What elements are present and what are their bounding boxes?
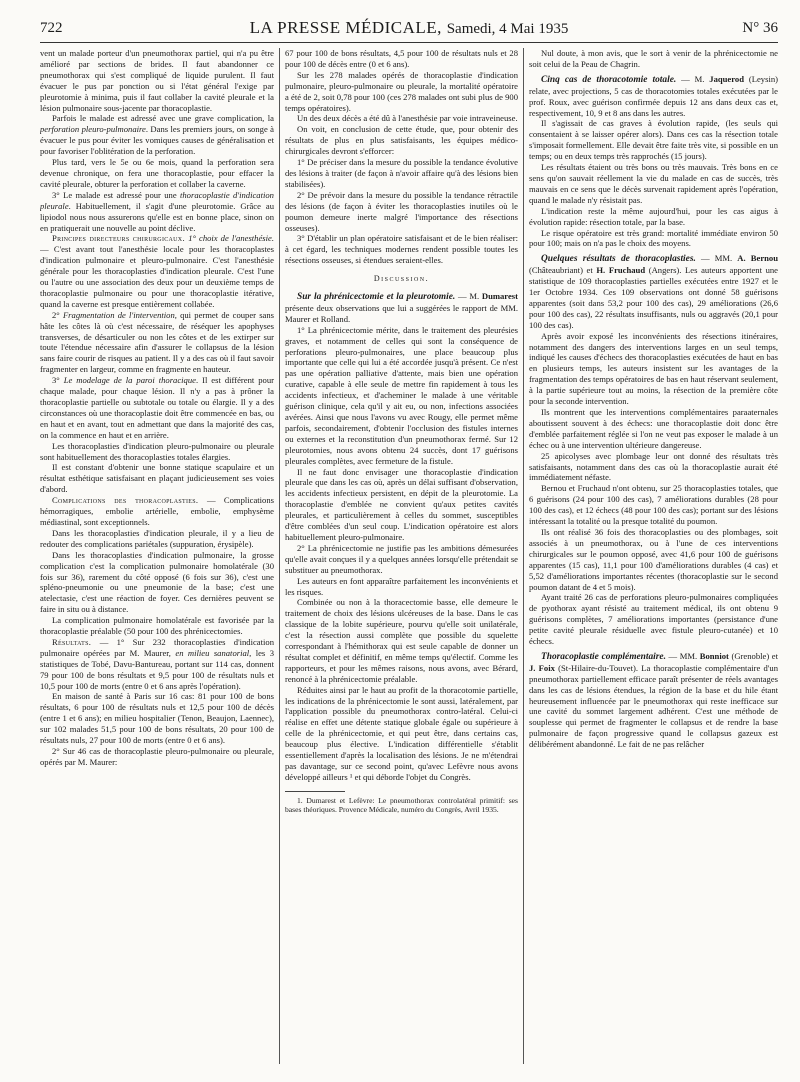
paragraph [285, 291, 518, 325]
paragraph: On voit, en conclusion de cette étude, que, pour obtenir des résultats de plus en plus satisfaisants, les équipes médico-chirurgicales devront s'efforcer: [285, 124, 518, 157]
column-1 [40, 48, 274, 1064]
paragraph [40, 495, 274, 528]
paragraph [40, 637, 274, 692]
section-lead: Principes directeurs chirurgicaux. [52, 233, 189, 244]
paragraph: 25 apicolyses avec plombage leur ont donné des résultats très satisfaisants, notamment dans des cas où la thoracoplastie aurait été immédiatement néfaste. [529, 450, 778, 483]
paragraph: Plus tard, vers le 5e ou 6e mois, quand la perforation sera devenue chronique, on fera une thoracoplastie, pour effacer la cavité pleurale, obturer la perforation et collaber la caverne. [40, 157, 274, 189]
paragraph: L'indication reste la même aujourd'hui, pour les cas aigus à évolution rapide: résection totale, par la base. [529, 205, 778, 227]
paragraph: 67 pour 100 de bons résultats, 4,5 pour 100 de résultats nuls et 28 pour 100 de décès entre (0 et 6 ans). [285, 48, 518, 69]
author-name: Jaquerod [709, 73, 744, 84]
section-lead: Complications des thoracoplasties. [52, 495, 207, 506]
paragraph [529, 74, 778, 119]
section-heading: Discussion. [373, 274, 430, 284]
text: — Complications hémorragiques, embolie artérielle, embolie, emphysème médiastinal, sont exceptionnels. [40, 495, 274, 527]
text: — MM. [695, 253, 738, 264]
paragraph: Ayant traité 26 cas de perforations pleuro-pulmonaires compliquées de pyothorax ayant résisté au traitement médical, ils ont obtenu 9 guérisons complètes, 7 améliorations importantes (persistance d'une petite cavité pleurale résiduelle avec fistule pleuro-cutanée) et 10 échecs. [529, 592, 778, 647]
paragraph: Ils ont réalisé 36 fois des thoracoplasties ou des plombages, soit associés à un pneumothorax, ou à l'une de ces interventions chirurgicales sur le poumon opposé, avec 41,6 pour 100 de guérisons apparentes (15 cas), 11,1 pour 100 d'améliorations durables (4 cas) et 5,52 d'améliorations importantes récentes (thoracoplastie sur le second poumon datant de 4 et 5 mois). [529, 526, 778, 592]
column-divider-2 [523, 48, 524, 1064]
text: — C'est avant tout l'anesthésie locale pour les thoracoplastes d'indication pulmonaire et pleuro-pulmonaire. C'est l'anesthésie générale pour les thoracoplasties d'indication pleurale. C'est l'une ou l'autre ou une association des deux pour un deuxième temps de thoracoplastie pulmonaire ou pour une thoracoplastie itérative, quand la caverne est presque entièrement collabée. [40, 244, 274, 309]
footnote-rule [285, 791, 345, 792]
paragraph: Bernou et Fruchaud n'ont obtenu, sur 25 thoracoplasties totales, que 6 guérisons (24 pour 100 des cas), 7 améliorations durables (28 pour 100 des cas), et 12 échecs (48 pour 100 des cas); portant sur des lésions intéressant la totalité ou la presque totalité du poumon. [529, 483, 778, 527]
column-divider-1 [279, 48, 280, 1064]
paragraph: Le risque opératoire est très grand: mortalité immédiate environ 50 pour 100; mais on n'a pas le choix des moyens. [529, 227, 778, 249]
paragraph: Un des deux décès a été dû à l'anesthésie par voie intraveineuse. [297, 113, 518, 124]
section-lead: Résultats. [52, 636, 100, 647]
text: . Il est différent pour chaque malade, pour chaque lésion. Il n'y a pas à prôner la thoracoplastie partielle ou subtotale ou totale ou élargie. Il y a des circonstances où une thoracoplastie doit être commencée en bas, ou en haut et en avant, tout en admettant que dans la majorité des cas, on la commence en haut et en arrière. [40, 375, 274, 440]
text: (Angers). Les auteurs apportent une statistique de 109 thoracoplasties partielles exécutées entre 1927 et le 1er Octobre 1934. Ces 109 observations ont donné 58 guérisons apparentes (soit dans 53,2 pour 100 des cas), 29 améliorations (26,6 pour 100 des cas), 22 résultats insuffisants, nuls ou aggravés (20,1 pour 100 des cas). [529, 265, 778, 330]
italic-term: en milieu sanatorial [175, 647, 250, 658]
paragraph: vent un malade porteur d'un pneumothorax partiel, qui n'a pu être amélioré par sections de brides. Il faut abandonner ce pneumothorax qui s'est compliqué de liquide purulent. Il faut évacuer le pus par ponction ou si l'état général l'exige par pleurotomie à minima, puis il faut collaber la cavité pleurale et la lésion pulmonaire sous-jacente par thoracoplastie. [40, 48, 274, 113]
text: . Dans les premiers jours, on songe à évacuer le pus pour éviter les vomiques causes de généralisation et pour favoriser l'oblitération de la perforation. [40, 124, 274, 157]
paragraph [529, 253, 778, 330]
paragraph: Réduites ainsi par le haut au profit de la thoracotomie partielle, les indications de la phrénicectomie le sont aussi, latéralement, par l'application possible du pneumothorax contro-latéral. Celui-ci réalise en effet une détente statique globale égale ou supérieure à celle de la phrénicectomie, et qui peut être, dans certains cas, beaucoup plus élective. L'indication différentielle s'établit essentiellement d'après la localisation des lésions. Je ne m'étendrai pas davantage, sur ce second point, qu'avec Lefèvre nous avons développé ailleurs ¹ et qui déborde l'objet du Congrès. [285, 684, 518, 782]
page-header [40, 20, 778, 42]
paragraph [40, 310, 274, 375]
italic-term: perforation pleuro-pulmonaire [40, 124, 146, 135]
paragraph: Il ne faut donc envisager une thoracoplastie d'indication pleurale que dans les cas où, après un délai suffisant d'observation, les accidents infectieux persistent, en dépit de la pleurotomie. La thoracoplastie d'emblée ne convient qu'aux petites cavités pleurales, et particulièrement à celles du sommet, susceptibles d'être comblées d'un seul coup. L'indication opératoire est alors habituellement pleuro-pulmonaire. [285, 466, 518, 542]
paragraph: 2° Sur 46 cas de thoracoplastie pleuro-pulmonaire ou pleurale, opérés par M. Maurer: [40, 746, 274, 767]
paragraph: 2° De prévoir dans la mesure du possible la tendance rétractile des lésions (de façon à éviter les thoracoplasties inutiles où le poumon demeure inerte malgré l'importance des résections osseuses). [285, 189, 518, 233]
text: , les 3 statistiques de Tobé, Davu-Bantureau, portant sur 114 cas, donnent 79 pour 100 de bons résultats et 9,5 pour 100 de résultats nuls et 10,5 pour 100 de morts (entre 0 et 6 ans après l'opération). [40, 647, 274, 691]
italic-term: 1° choix de l'anesthésie. [188, 233, 274, 244]
paragraph: Les auteurs en font apparaître parfaitement les inconvénients et les risques. [285, 575, 518, 597]
paragraph: Les thoracoplasties d'indication pleuro-pulmonaire ou pleurale sont habituellement des thoracoplasties totales élargies. [40, 440, 274, 462]
paragraph: En maison de santé à Paris sur 16 cas: 81 pour 100 de bons résultats, 6 pour 100 de résultats nuls et 12,5 pour 100 de décès (entre 1 et 6 ans); en milieu hospitalier (Tenon, Beaujon, Laennec), sur 102 malades 51,5 pour 100 de bons résultats, 20 pour 100 de résultats nuls, 27 pour 100 de morts (entre 0 et 6 ans). [40, 691, 274, 746]
subsection-title: Cinq cas de thoracotomie totale. [541, 74, 677, 85]
paragraph [40, 190, 274, 234]
text: , qui permet de couper sans hâte les côtes là où c'est nécessaire, de réséquer les apophyses transverses, de désarticuler ou non les côtes et de les extirper sur toute l'étendue nécessaire afin d'assurer le collapsus de la lésion sans faire courir de risques au patient. Il y a des cas où il faut savoir fragmenter en largeur, comme en fragmente en hauteur. [40, 309, 274, 375]
column-3 [529, 48, 778, 1064]
paragraph: Nul doute, à mon avis, que le sort à venir de la phrénicectomie ne soit celui de la Peau de Chagrin. [529, 48, 778, 69]
text: (Grenoble) et [728, 650, 778, 661]
paragraph: Dans les thoracoplasties d'indication pulmonaire, la grosse complication c'est la complication pulmonaire homolatérale (30 fois sur 36), rarement du côté opposé (6 fois sur 36), c'est une spléno-pneumonie ou une pneumonie de la base; c'est une atelectasie, c'est une réaction de foyer. Ces dernières peuvent se faire in situ ou à distance. [40, 549, 274, 615]
journal-title: LA PRESSE MÉDICALE, [249, 18, 442, 37]
text: présente deux observations que lui a suggérées le rapport de MM. Maurer et Rolland. [285, 302, 518, 324]
text: — MM. [665, 650, 700, 661]
paragraph: Combinée ou non à la thoracectomie basse, elle demeure le traitement de choix des lésions ulcéreuses de la base. Dans le cas classique de la lobite supérieure, pourvu qu'elle soit unilatérale, c'est la résection aussi complète que possible du squelette correspondant à l'hémithorax qui est seule capable de donner un résultat complet et définitif, en même temps qu'électif. Comme les rapporteurs, et pour les mêmes raisons, nous avons, avec Bérard, renoncé à la phrénicectomie préalable. [285, 597, 518, 684]
subsection-title: Thoracoplastie complémentaire. [541, 651, 666, 662]
paragraph: Dans les thoracoplasties d'indication pleurale, il y a lieu de redouter des complications pariétales (suppuration, érysipèle). [40, 527, 274, 549]
paragraph: 2° La phrénicectomie ne justifie pas les ambitions démesurées qu'elle avait conçues il y a quelques années lorsqu'elle prétendait se substituer au pneumothorax. [285, 542, 518, 575]
journal-masthead [40, 18, 778, 38]
italic-term: Fragmentation de l'intervention [62, 309, 175, 320]
paragraph: 1° La phrénicectomie mérite, dans le traitement des pleurésies graves, et notamment de celles qui sont la conséquence de perforations pleuro-pulmonaires, une place beaucoup plus importante que celle qui lui a été accordée jusqu'à présent. Ce n'est pas une opération palliative d'attente, mais bien une opération curative, capable à elle seule de mettre fin rapidement à tous les accidents infectieux, et d'acheminer le malade à une véritable guérison clinique, cela qu'il y ait eu, ou non, infections associées avérées. Ainsi que nous l'avons vu avec Rougy, elle permet même parfois, secondairement, d'obtenir l'occlusion des fistules internes ou externes et la reconstitution d'un pneumothorax fermé. Sur 12 pleurotomies, nous avons obtenu 24 succès, dont 17 guérisons pleurales complètes, avec fermeture de la fistule. [285, 324, 518, 466]
paragraph [40, 233, 274, 309]
paragraph: Sur les 278 malades opérés de thoracoplastie d'indication pulmonaire, pleuro-pulmonaire ou pleurale, la mortalité opératoire a été de 2, soit 0,78 pour 100 (ces 278 malades ont subi plus de 900 temps opératoires). [285, 69, 518, 113]
issue-date: Samedi, 4 Mai 1935 [446, 21, 569, 37]
author-name: A. Bernou [737, 253, 778, 264]
text: (Leysin) relate, avec projections, 5 cas de thoracotomies totales exécutées par le prof. Roux, avec guérison confirmée depuis 12 ans dans deux cas et, respectivement, 10, 9 et 8 ans dans les autres. [529, 73, 778, 118]
author-name: H. Fruchaud [596, 265, 646, 276]
paragraph: Il s'agissait de cas graves à évolution rapide, (les seuls qui consentaient à se laisser opérer alors). Dans ces cas la résection totale s'imposait formellement. Elle devait être faite très vite, si possible en un temps; ou en deux temps très rapprochés (15 jours). [529, 118, 778, 162]
paragraph: Après avoir exposé les inconvénients des résections itinéraires, notamment des dangers des interventions larges en un seul temps, indiqué les causes d'échecs des thoracoplasties exécutées de haut en bas en plusieurs temps, les auteurs insistent sur les avantages de la fragmentation des temps opératoires de bas en haut réservant seulement, à la partie supérieure tout au moins, la résection de la première côte pour la seconde intervention. [529, 330, 778, 407]
header-rule [40, 42, 778, 43]
text: (Châteaubriant) et [529, 265, 597, 276]
author-name: Dumarest [481, 291, 518, 302]
paragraph [40, 375, 274, 440]
subsection-title: Sur la phrénicectomie et la pleurotomie. [297, 292, 456, 303]
text: 3° Le malade est adressé pour une [52, 189, 180, 200]
paragraph [529, 651, 778, 750]
italic-term: thoracoplastie d'indication pleurale [40, 189, 274, 211]
page-number: 722 [40, 20, 63, 36]
paragraph: Les résultats étaient ou très bons ou très mauvais. Très bons en ce sens qu'on sauvait réellement la vie du malade en cas de succès, très mauvais en ce sens que le décès survenait rapidement après l'opération, quand le malade n'y résistait pas. [529, 162, 778, 205]
footnote: 1. Dumarest et Lefèvre: Le pneumothorax controlatéral primitif: ses bases théoriques. Provence Médicale, numéro du Congrès, Avril 1935. [285, 795, 518, 815]
issue-number: N° 36 [742, 20, 778, 36]
author-name: J. Foix [529, 662, 555, 673]
text: 2° [52, 309, 63, 320]
paragraph: 1° De préciser dans la mesure du possible la tendance évolutive des lésions à traiter (de façon à n'avoir affaire qu'à des lésions bien stabilisées). [285, 157, 518, 189]
paragraph: La complication pulmonaire homolatérale est favorisée par la thoracoplastie préalable (50 pour 100 des phrénicectomies. [40, 615, 274, 637]
column-2 [285, 48, 518, 1064]
text: — M. [455, 291, 482, 302]
subsection-title: Quelques résultats de thoracoplasties. [541, 254, 696, 265]
paragraph: 3° D'établir un plan opératoire satisfaisant et de le bien réaliser: à cet égard, les techniques modernes rendent possible toutes les résections osseuses, si étendues seraient-elles. [285, 233, 518, 266]
italic-term: Le modelage de la paroi thoracique [63, 375, 196, 386]
paragraph: Il est constant d'obtenir une bonne statique scapulaire et un résultat esthétique satisfaisant en plaçant judicieusement ses voies d'abord. [40, 462, 274, 495]
text: Parfois le malade est adressé avec une grave complication, la [52, 113, 274, 124]
text: 3° [52, 375, 64, 386]
text: — M. [676, 73, 710, 84]
text: (St-Hilaire-du-Touvet). La thoracoplastie complémentaire d'un pneumothorax partiellement efficace paraît présenter de réels avantages dans les cas de lésions étendues, la région de la base et du hile étant heureusement influencée par le pneumothorax qui reste inefficace sur une cavité du sommet largement adhérent. C'est une méthode de souplesse qui permet de fragmenter le collapsus et de rendre la base pulmonaire de façon progressive quand le collapsus gazeux est délibérément abandonné. Le fait de ne pas relâcher [529, 662, 778, 750]
paragraph: Ils montrent que les interventions complémentaires paraaternales aboutissent souvent à des échecs: une thoracoplastie doit donc être d'emblée parfaitement réglée si l'on ne veut pas exposer le malade à un échec ou à une intervention ultérieure dangereuse. [529, 407, 778, 450]
paragraph [40, 113, 274, 157]
text: . Habituellement, il s'agit d'une pleurotomie. Grâce au lipiodol nous nous assurerons qu'elle est en bonne place, sinon on en pratiquerait une nouvelle au point déclive. [40, 200, 274, 233]
author-name: Bonniot [699, 650, 729, 661]
text: — 1° Sur 232 thoracoplasties d'indication pulmonaire opérées par M. Maurer, [40, 636, 274, 658]
